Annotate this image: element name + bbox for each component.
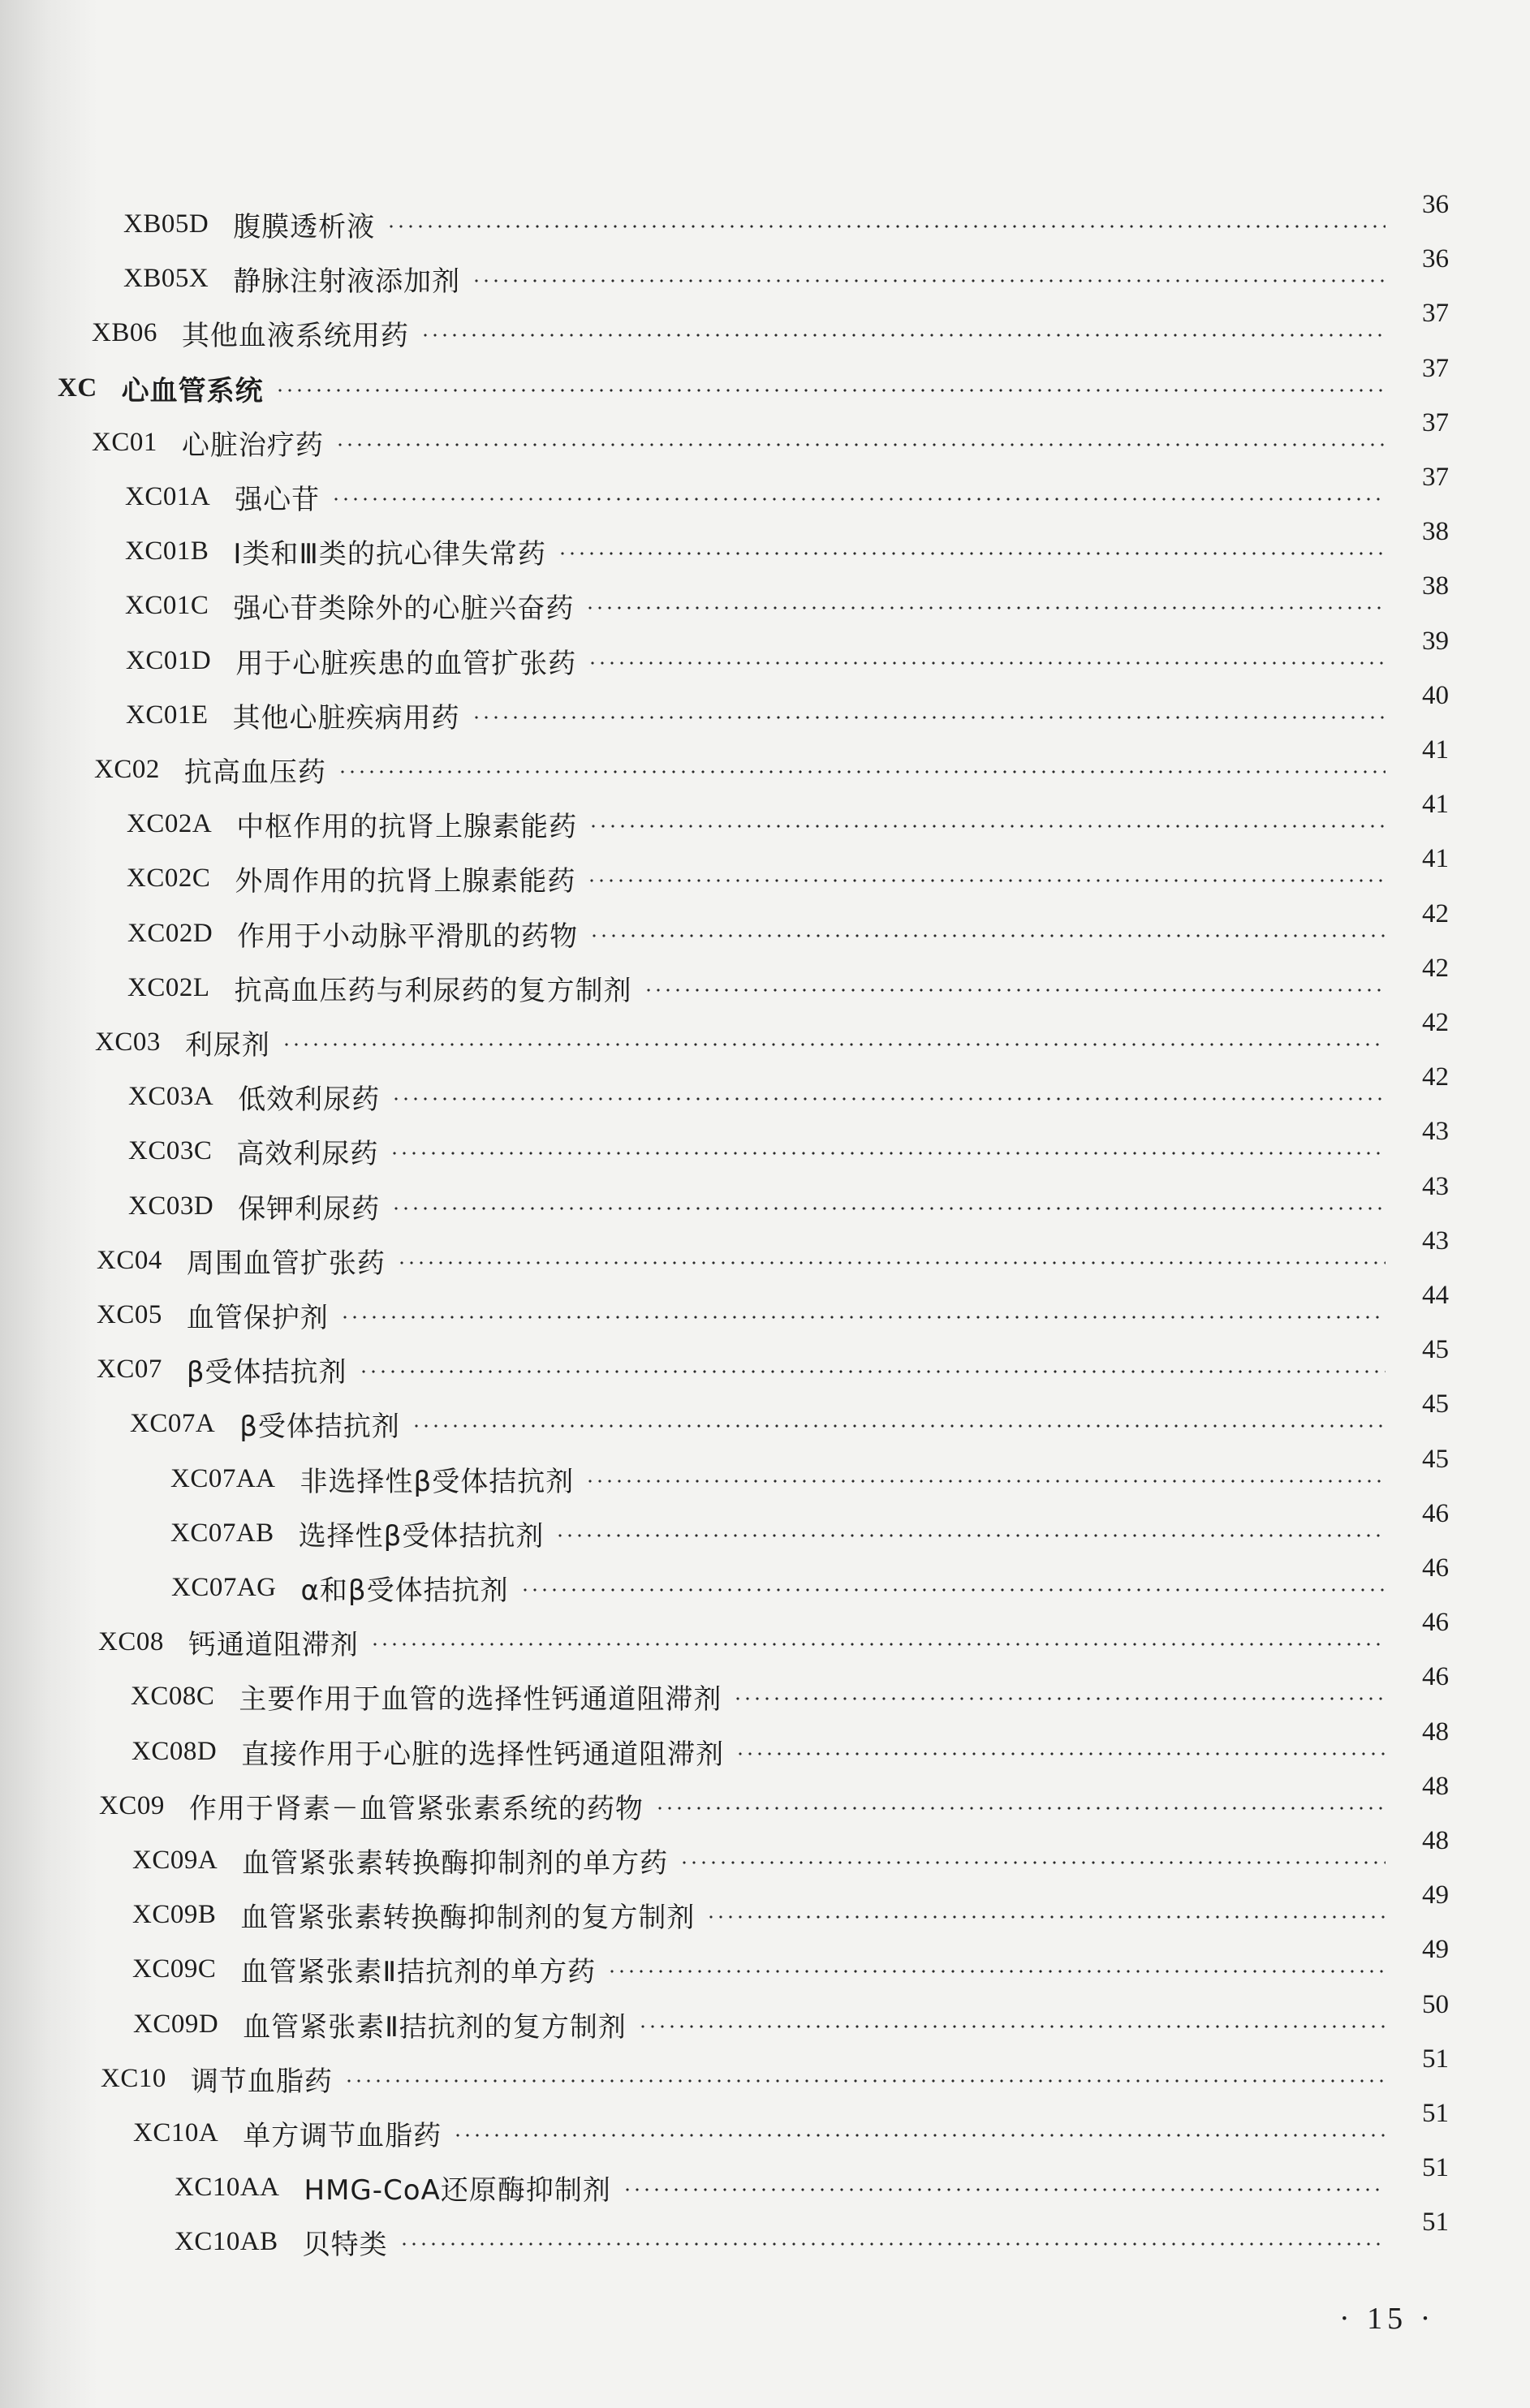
dot-leader — [390, 1150, 1386, 1157]
toc-entry-title: 血管紧张素Ⅱ拮抗剂的复方制剂 — [243, 2010, 627, 2044]
toc-entry-title: 静脉注射液添加剂 — [233, 265, 461, 298]
toc-entry-code: XC05 — [97, 1299, 162, 1329]
toc-entry-title: 血管紧张素转换酶抑制剂的单方药 — [242, 1846, 669, 1880]
toc-entry-page: 45 — [1422, 1389, 1449, 1419]
toc-entry-code: XC08D — [131, 1736, 218, 1766]
dot-leader — [520, 1587, 1386, 1593]
dot-leader — [412, 1423, 1386, 1429]
toc-entry — [98, 1621, 1400, 1663]
toc-entry-code: XC09A — [132, 1845, 218, 1875]
toc-entry-title: 作用于肾素－血管紧张素系统的药物 — [188, 1792, 644, 1825]
toc-entry-title: 选择性β受体拮抗剂 — [298, 1519, 545, 1553]
dot-leader — [472, 278, 1386, 284]
toc-entry-page: 42 — [1422, 1008, 1449, 1037]
toc-entry-title: 调节血脂药 — [190, 2065, 333, 2098]
dot-leader — [623, 2186, 1386, 2193]
toc-entry-page: 42 — [1422, 954, 1449, 983]
toc-entry — [126, 694, 1400, 736]
toc-entry — [127, 803, 1400, 845]
toc-entry-page: 51 — [1422, 2044, 1449, 2074]
toc-entry-title: 利尿剂 — [184, 1028, 270, 1062]
toc-entry — [126, 640, 1400, 682]
toc-entry-title: Ⅰ类和Ⅲ类的抗心律失常药 — [233, 537, 546, 571]
dot-leader — [589, 933, 1386, 939]
toc-entry-page: 51 — [1422, 2208, 1449, 2237]
dot-leader — [420, 332, 1386, 338]
dot-leader — [585, 605, 1386, 611]
toc-entry-page: 51 — [1422, 2153, 1449, 2182]
toc-entry-code: XC02D — [127, 918, 213, 948]
toc-entry — [125, 530, 1400, 572]
toc-entry — [127, 912, 1400, 954]
dot-leader — [588, 823, 1386, 829]
toc-entry-page: 38 — [1422, 517, 1449, 546]
dot-leader — [386, 223, 1386, 230]
dot-leader — [397, 1260, 1386, 1266]
toc-entry-code: XC07 — [97, 1354, 162, 1384]
toc-entry-page: 44 — [1422, 1281, 1449, 1310]
dot-leader — [399, 2241, 1386, 2247]
toc-entry-code: XC10 — [101, 2063, 166, 2093]
toc-entry — [132, 1839, 1400, 1881]
toc-entry-page: 36 — [1422, 190, 1449, 219]
toc-entry-page: 48 — [1422, 1717, 1449, 1747]
toc-entry-page: 37 — [1422, 299, 1449, 328]
toc-entry — [92, 312, 1400, 354]
toc-entry-title: 心血管系统 — [121, 374, 264, 407]
toc-entry — [101, 2057, 1400, 2100]
toc-entry-title: HMG-CoA还原酶抑制剂 — [304, 2173, 611, 2207]
toc-entry — [97, 1294, 1400, 1336]
toc-entry-code: XB05D — [123, 209, 209, 239]
toc-entry-title: 其他血液系统用药 — [181, 319, 409, 352]
toc-entry-title: 抗高血压药 — [183, 756, 326, 789]
toc-entry-title: 保钾利尿药 — [238, 1192, 381, 1226]
toc-entry-title: 血管紧张素转换酶抑制剂的复方制剂 — [240, 1901, 696, 1934]
toc-entry-page: 50 — [1422, 1990, 1449, 2019]
dot-leader — [585, 1478, 1386, 1484]
dot-leader — [558, 550, 1386, 557]
toc-entry-page: 41 — [1422, 735, 1449, 765]
toc-entry — [131, 1675, 1400, 1717]
toc-entry-code: XC10A — [133, 2117, 219, 2147]
dot-leader — [370, 1641, 1386, 1648]
toc-entry-code: XB05X — [123, 263, 209, 293]
toc-entry-code: XC09D — [133, 2009, 219, 2039]
toc-entry — [123, 203, 1400, 245]
toc-entry-page: 43 — [1422, 1226, 1449, 1256]
toc-entry-code: XC10AB — [175, 2226, 278, 2256]
toc-entry-code: XC01D — [126, 645, 212, 675]
toc-entry — [175, 2166, 1400, 2208]
toc-entry — [94, 748, 1400, 790]
toc-entry-code: XC09B — [132, 1899, 217, 1929]
dot-leader — [344, 2078, 1386, 2084]
toc-entry — [127, 967, 1400, 1009]
toc-entry-title: 强心苷 — [235, 483, 321, 516]
toc-entry-page: 45 — [1422, 1335, 1449, 1364]
toc-entry — [128, 1185, 1400, 1227]
dot-leader — [644, 987, 1386, 993]
dot-leader — [282, 1041, 1386, 1048]
toc-entry-page: 51 — [1422, 2099, 1449, 2128]
dot-leader — [638, 2023, 1386, 2030]
toc-entry-title: 抗高血压药与利尿药的复方制剂 — [234, 974, 632, 1007]
toc-entry-page: 46 — [1422, 1608, 1449, 1637]
toc-entry — [132, 1948, 1400, 1990]
dot-leader — [735, 1751, 1386, 1757]
toc-entry-page: 45 — [1422, 1445, 1449, 1474]
dot-leader — [655, 1805, 1386, 1811]
dot-leader — [275, 387, 1386, 394]
dot-leader — [607, 1968, 1386, 1975]
toc-entry — [125, 584, 1400, 627]
toc-entry — [92, 421, 1400, 463]
toc-entry-page: 48 — [1422, 1826, 1449, 1855]
toc-entry-page: 49 — [1422, 1880, 1449, 1910]
toc-entry-code: XC03A — [128, 1081, 214, 1111]
toc-entry-title: 腹膜透析液 — [233, 210, 376, 243]
toc-entry — [95, 1021, 1400, 1063]
toc-entry-page: 41 — [1422, 790, 1449, 819]
toc-entry-code: XC09 — [99, 1790, 165, 1820]
toc-entry-code: XC10AA — [175, 2172, 280, 2202]
toc-entry-page: 37 — [1422, 408, 1449, 437]
toc-entry — [97, 1239, 1400, 1282]
toc-entry — [175, 2221, 1400, 2263]
toc-entry — [131, 1730, 1400, 1773]
toc-entry-code: XC01 — [92, 427, 157, 457]
toc-entry-title: 钙通道阻滞剂 — [187, 1628, 359, 1661]
dot-leader — [733, 1695, 1386, 1702]
toc-entry — [170, 1512, 1400, 1554]
toc-entry-code: XC07A — [130, 1408, 216, 1438]
dot-leader — [472, 714, 1386, 721]
toc-entry-title: 直接作用于心脏的选择性钙通道阻滞剂 — [241, 1738, 725, 1771]
toc-entry-page: 46 — [1422, 1499, 1449, 1528]
toc-entry — [97, 1348, 1400, 1390]
toc-entry-code: XC03 — [95, 1027, 161, 1057]
toc-entry-page: 37 — [1422, 354, 1449, 383]
toc-entry-title: 血管保护剂 — [186, 1301, 329, 1334]
toc-entry-title: 外周作用的抗肾上腺素能药 — [235, 864, 576, 898]
toc-entry — [128, 1130, 1400, 1172]
toc-entry-title: 其他心脏疾病用药 — [232, 701, 460, 734]
toc-entry-page: 37 — [1422, 463, 1449, 492]
dot-leader — [587, 877, 1386, 884]
toc-entry-page: 49 — [1422, 1935, 1449, 1964]
toc-entry-page: 42 — [1422, 1062, 1449, 1092]
toc-entry — [99, 1785, 1400, 1827]
toc-entry — [170, 1458, 1400, 1500]
toc-entry-code: XC08C — [131, 1681, 215, 1711]
toc-entry-code: XC02A — [127, 808, 213, 838]
dot-leader — [338, 769, 1386, 775]
toc-entry-code: XC07AG — [171, 1572, 277, 1602]
toc-entry — [128, 1075, 1400, 1118]
toc-entry-title: 主要作用于血管的选择性钙通道阻滞剂 — [239, 1682, 722, 1716]
dot-leader — [706, 1914, 1386, 1920]
toc-entry-title: 用于心脏疾患的血管扩张药 — [235, 647, 577, 680]
toc-entry — [133, 2112, 1400, 2154]
toc-entry — [58, 367, 1400, 409]
dot-leader — [555, 1532, 1386, 1539]
toc-entry-code: XC02C — [127, 863, 211, 893]
toc-entry-title: 作用于小动脉平滑肌的药物 — [237, 920, 579, 953]
page-number: · 15 · — [1339, 2302, 1436, 2336]
toc-entry-title: 心脏治疗药 — [181, 429, 324, 462]
toc-entry-title: 强心苷类除外的心脏兴奋药 — [233, 592, 575, 625]
toc-entry — [132, 1893, 1400, 1936]
dot-leader — [331, 496, 1386, 502]
toc-entry — [133, 2003, 1400, 2045]
toc-entry-code: XB06 — [92, 317, 157, 347]
dot-leader — [340, 1314, 1386, 1320]
toc-entry-code: XC — [58, 373, 97, 403]
toc-entry — [127, 857, 1400, 899]
toc-entry-title: 周围血管扩张药 — [186, 1247, 386, 1280]
toc-entry-title: 低效利尿药 — [238, 1083, 381, 1116]
toc-entry-code: XC07AA — [170, 1463, 276, 1493]
toc-entry-code: XC01B — [125, 536, 209, 566]
toc-entry-title: 非选择性β受体拮抗剂 — [300, 1465, 575, 1498]
toc-entry-page: 40 — [1422, 681, 1449, 710]
dot-leader — [359, 1368, 1386, 1375]
toc-entry-page: 43 — [1422, 1117, 1449, 1146]
toc-entry — [125, 476, 1400, 518]
toc-entry-page: 42 — [1422, 899, 1449, 928]
toc-entry — [123, 257, 1400, 299]
toc-entry-page: 43 — [1422, 1172, 1449, 1201]
toc-entry-title: α和β受体拮抗剂 — [300, 1574, 509, 1607]
toc-entry-code: XC01E — [126, 700, 209, 730]
dot-leader — [335, 442, 1386, 448]
toc-entry-title: β受体拮抗剂 — [239, 1410, 400, 1443]
toc-entry-title: 血管紧张素Ⅱ拮抗剂的单方药 — [240, 1955, 597, 1988]
toc-entry-code: XC09C — [132, 1954, 217, 1984]
toc-entry-code: XC02L — [127, 972, 210, 1002]
toc-entry-title: 单方调节血脂药 — [243, 2119, 442, 2152]
toc-entry-page: 36 — [1422, 244, 1449, 274]
toc-entry-code: XC03C — [128, 1135, 213, 1165]
dot-leader — [453, 2132, 1386, 2139]
toc-entry-title: β受体拮抗剂 — [186, 1355, 347, 1389]
toc-entry-page: 46 — [1422, 1662, 1449, 1691]
toc-entry — [171, 1566, 1400, 1609]
toc-entry-page: 39 — [1422, 627, 1449, 656]
toc-entry-page: 41 — [1422, 844, 1449, 873]
dot-leader — [391, 1096, 1386, 1102]
toc-entry-title: 高效利尿药 — [236, 1137, 379, 1170]
toc-entry-page: 48 — [1422, 1772, 1449, 1801]
toc-entry-code: XC01A — [125, 481, 211, 511]
toc-entry-code: XC07AB — [170, 1518, 274, 1548]
toc-entry-page: 46 — [1422, 1553, 1449, 1583]
toc-entry-page: 38 — [1422, 571, 1449, 601]
toc-entry — [130, 1402, 1400, 1445]
dot-leader — [391, 1205, 1386, 1212]
dot-leader — [588, 660, 1386, 666]
toc-entry-code: XC08 — [98, 1626, 164, 1656]
toc-entry-code: XC04 — [97, 1245, 162, 1275]
toc-entry-title: 中枢作用的抗肾上腺素能药 — [236, 810, 578, 843]
toc-entry-code: XC01C — [125, 590, 209, 620]
toc-entry-title: 贝特类 — [302, 2228, 388, 2261]
toc-entry-code: XC03D — [128, 1191, 214, 1221]
toc-entry-code: XC02 — [94, 754, 160, 784]
dot-leader — [679, 1859, 1386, 1866]
